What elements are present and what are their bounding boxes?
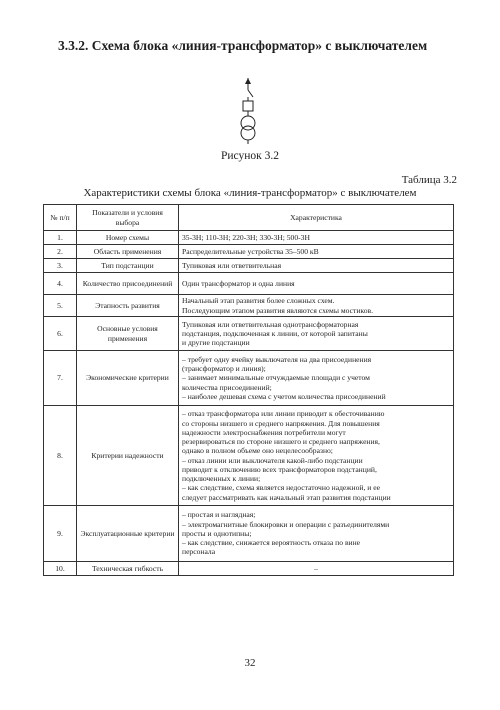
header-number: № п/п <box>44 205 77 231</box>
characteristic-line: Тупиковая или ответвительная <box>182 260 282 270</box>
characteristic-line: – простая и наглядная; <box>182 510 256 520</box>
header-indicator: Показатели и условия выбора <box>77 205 179 231</box>
row-number: 9. <box>44 506 77 562</box>
row-characteristic <box>179 406 454 506</box>
table-number: Таблица 3.2 <box>401 174 457 186</box>
characteristic-line: просты и однотипны; <box>182 528 252 538</box>
row-number: 3. <box>44 259 77 273</box>
characteristic-line: Распределительные устройства 35–500 кВ <box>182 246 319 256</box>
characteristic-line: – как следствие, снижается вероятность отказа по вине <box>182 538 361 548</box>
table-row <box>44 562 454 576</box>
characteristic-line: Один трансформатор и одна линия <box>182 278 295 288</box>
table-row <box>44 273 454 295</box>
characteristic-line: – <box>314 563 318 573</box>
characteristic-line: – отказ линии или выключателя какой-либо подстанции <box>182 455 363 465</box>
table-row <box>44 317 454 351</box>
section-heading: 3.3.2. Схема блока «линия-трансформатор» с выключателем <box>58 38 428 53</box>
table-row <box>44 406 454 506</box>
row-number: 8. <box>44 406 77 506</box>
row-indicator: Критерии надежности <box>77 406 179 506</box>
row-number: 1. <box>44 231 77 245</box>
table-row <box>44 351 454 406</box>
characteristic-line: следует рассматривать как начальный этап развития подстанции <box>182 492 391 502</box>
row-number: 7. <box>44 351 77 406</box>
row-indicator: Экономические критерии <box>77 351 179 406</box>
characteristic-line: надежности электроснабжения потребители могут <box>182 427 346 437</box>
row-indicator: Тип подстанции <box>77 259 179 273</box>
table-row <box>44 259 454 273</box>
characteristic-line: – как следствие, схема является недостаточно надежной, и ее <box>182 483 380 493</box>
row-characteristic <box>179 351 454 406</box>
characteristic-line: подстанция, подключенная к линии, от которой запитаны <box>182 328 368 338</box>
table-row <box>44 231 454 245</box>
characteristics-table <box>43 204 454 576</box>
row-indicator: Основные условия применения <box>77 317 179 351</box>
header-characteristic: Характеристика <box>179 205 454 231</box>
table-row <box>44 245 454 259</box>
characteristic-line: персонала <box>182 547 216 557</box>
characteristic-line: однако в полном объеме оно нецелесообразно; <box>182 446 333 456</box>
row-characteristic <box>179 317 454 351</box>
characteristic-line: (трансформатор и линия); <box>182 364 266 374</box>
characteristic-line: резервироваться по стороне низшего и среднего напряжения, <box>182 437 380 446</box>
characteristic-line: Последующим этапом развития являются схемы мостиков. <box>182 305 373 315</box>
characteristic-line: – наиболее дешевая схема с учетом количества присоединений <box>182 391 386 401</box>
row-characteristic <box>179 295 454 317</box>
characteristic-line: приводит к отключению всех трансформаторов подстанций, <box>182 464 377 474</box>
characteristic-line: Начальный этап развития более сложных схем. <box>182 296 335 306</box>
characteristic-line: 35-3Н; 110-3Н; 220-3Н; 330-3Н; 500-3Н <box>182 232 310 242</box>
characteristic-line: – требует одну ячейку выключателя на два присоединения <box>182 354 372 364</box>
row-characteristic <box>179 245 454 259</box>
row-characteristic <box>179 273 454 295</box>
row-number: 4. <box>44 273 77 295</box>
characteristic-line: и другие подстанции <box>182 338 250 348</box>
row-characteristic <box>179 259 454 273</box>
figure-caption: Рисунок 3.2 <box>221 150 279 162</box>
line-transformer-scheme-figure <box>228 78 268 144</box>
characteristic-line: Тупиковая или ответвительная однотрансформаторная <box>182 319 359 329</box>
characteristic-line: – отказ трансформатора или линии приводит к обесточиванию <box>182 409 385 419</box>
characteristic-line: подключенных к линии; <box>182 474 261 483</box>
table-row <box>44 295 454 317</box>
characteristic-line: со стороны низшего и среднего напряжения. Для повышения <box>182 418 380 428</box>
row-indicator: Область применения <box>77 245 179 259</box>
row-indicator: Техническая гибкость <box>77 562 179 576</box>
row-indicator: Этапность развития <box>77 295 179 317</box>
characteristic-line: – занимает минимальные отчуждаемые площади с учетом <box>182 373 370 383</box>
row-number: 6. <box>44 317 77 351</box>
row-indicator: Номер схемы <box>77 231 179 245</box>
characteristic-line: количества присоединений; <box>182 382 272 392</box>
row-indicator: Эксплуатационные критерии <box>77 506 179 562</box>
row-characteristic <box>179 562 454 576</box>
table-title: Характеристики схемы блока «линия-трансформатор» с выключателем <box>83 187 417 199</box>
row-characteristic <box>179 231 454 245</box>
table-row <box>44 506 454 562</box>
row-number: 2. <box>44 245 77 259</box>
row-number: 10. <box>44 562 77 576</box>
table-header-row <box>44 205 454 231</box>
row-number: 5. <box>44 295 77 317</box>
row-indicator: Количество присоединений <box>77 273 179 295</box>
characteristic-line: – электромагнитные блокировки и операции с разъединителями <box>182 519 390 529</box>
row-characteristic <box>179 506 454 562</box>
page-number: 32 <box>244 657 256 669</box>
